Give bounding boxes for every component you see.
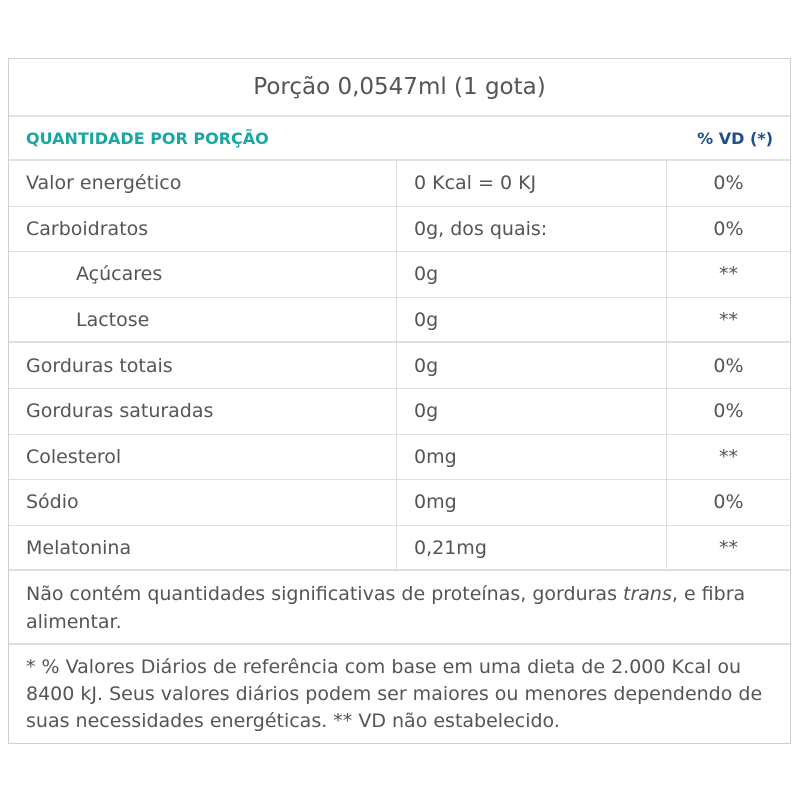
nutrition-facts-table [8,58,791,744]
nutrient-amount: 0g, dos quais: [397,207,667,253]
note-text-italic: trans [623,583,672,606]
daily-value-header: % VD (*) [697,128,773,148]
table-header [9,117,790,161]
nutrient-name: Gorduras totais [9,343,397,389]
table-row [9,343,790,389]
nutrient-vd: 0% [667,161,790,207]
table-row [9,161,790,207]
nutrient-vd: 0% [667,480,790,526]
nutrient-vd: ** [667,252,790,298]
nutrient-vd: ** [667,435,790,481]
nutrient-name: Gorduras saturadas [9,389,397,435]
nutrient-amount: 0 Kcal = 0 KJ [397,161,667,207]
table-row [9,435,790,481]
table-row [9,207,790,253]
nutrient-name: Valor energético [9,161,397,207]
serving-size: Porção 0,0547ml (1 gota) [9,59,790,117]
table-row [9,389,790,435]
nutrient-amount: 0mg [397,435,667,481]
nutrient-name: Melatonina [9,526,397,572]
nutrient-rows [9,161,790,571]
daily-values-footnote: * % Valores Diários de referência com base em uma dieta de 2.000 Kcal ou 8400 kJ. Seus valores diários podem ser maiores ou menores dependendo de suas necessidades energéticas. ** VD não estabelecido. [26,656,763,733]
nutrient-name: Sódio [9,480,397,526]
nutrient-vd: ** [667,526,790,572]
table-row [9,298,790,344]
nutrient-amount: 0g [397,298,667,344]
table-row [9,480,790,526]
quantity-per-serving-header: QUANTIDADE POR PORÇÃO [26,128,269,148]
nutrient-vd: 0% [667,389,790,435]
nutrient-name: Carboidratos [9,207,397,253]
note-text-start: Não contém quantidades significativas de proteínas, gorduras [26,583,624,606]
nutrient-amount: 0mg [397,480,667,526]
nutrient-amount: 0,21mg [397,526,667,572]
nutrient-amount: 0g [397,252,667,298]
nutrient-name: Lactose [9,298,397,344]
nutrient-amount: 0g [397,389,667,435]
note-text-end: , e fibra alimentar. [26,583,746,634]
table-row [9,252,790,298]
nutrient-vd: ** [667,298,790,344]
nutrient-amount: 0g [397,343,667,389]
table-row [9,526,790,572]
insignificant-nutrients-note [9,571,790,645]
nutrient-name: Colesterol [9,435,397,481]
nutrient-vd: 0% [667,207,790,253]
nutrient-name: Açúcares [9,252,397,298]
nutrient-vd: 0% [667,343,790,389]
